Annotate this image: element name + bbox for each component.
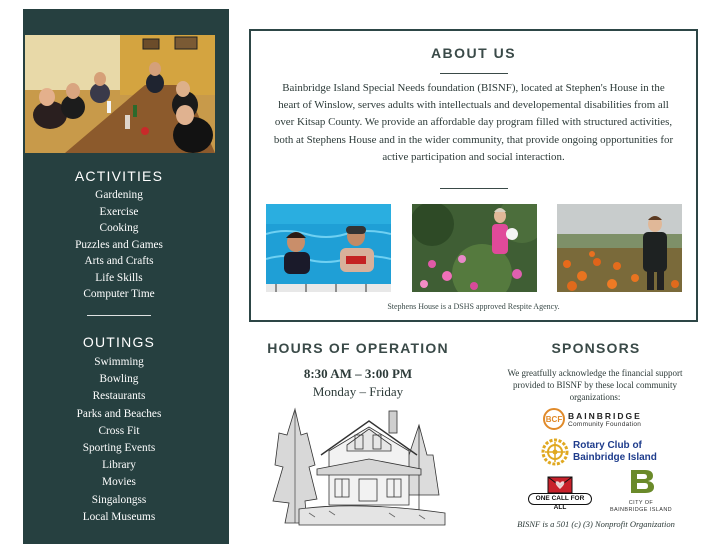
bainbridge-community-foundation-logo: [543, 408, 642, 430]
activities-list: [23, 187, 215, 303]
hours-days: Monday – Friday: [312, 384, 404, 399]
list-item: Bowling: [99, 373, 139, 386]
respite-note: Stephens House is a DSHS approved Respite Agency.: [387, 302, 560, 311]
rotary-club-logo: [541, 438, 657, 466]
list-item: Puzzles and Games: [75, 238, 163, 251]
divider: [440, 73, 508, 74]
list-item: Restaurants: [92, 390, 146, 403]
house-sketch-illustration: [269, 405, 446, 529]
city-line1: CITY OF: [628, 500, 654, 506]
divider: [440, 188, 508, 189]
bcf-name: BAINBRIDGE: [568, 410, 642, 421]
list-item: Exercise: [99, 205, 139, 218]
activities-heading: ACTIVITIES: [74, 168, 164, 184]
divider: [87, 315, 151, 316]
gardening-photo: [412, 204, 537, 292]
list-item: Gardening: [95, 189, 143, 201]
sponsors-heading: SPONSORS: [551, 340, 641, 356]
list-item: Movies: [102, 476, 136, 489]
list-item: Library: [102, 459, 136, 472]
city-b-mark-icon: [627, 468, 655, 494]
list-item: Singalongss: [91, 493, 147, 506]
list-item: Cooking: [99, 222, 139, 234]
hours-time: 8:30 AM – 3:00 PM: [303, 366, 413, 381]
bcf-subtitle: Community Foundation: [568, 420, 642, 428]
outings-heading: OUTINGS: [82, 334, 156, 350]
swimming-photo: [266, 204, 391, 292]
rotary-line1: Rotary Club of: [573, 440, 642, 451]
list-item: Cross Fit: [98, 424, 140, 437]
one-call-for-all-logo: [528, 473, 592, 509]
group-dinner-photo: [25, 35, 215, 153]
about-body: Bainbridge Island Special Needs foundation (BISNF), located at Stephen's House in the heart of Winslow, serves adults with intellectuals and developemental disabilities from all over Kitsap County. We provide an affordable day program filled with structured activities, both at Stephens House and in the wider community, that provide ongoing opportunities for active participation and social interaction.: [273, 82, 674, 163]
rotary-line2: Bainbridge Island: [573, 452, 657, 463]
city-of-bainbridge-logo: [608, 468, 674, 512]
sponsors-text: We greatfully acknowledge the financial support provided to BISNF by these local community organizations:: [507, 368, 683, 402]
one-call-label: ONE CALL FOR ALL: [528, 493, 592, 505]
pumpkin-patch-photo: [557, 204, 682, 292]
list-item: Local Museums: [82, 510, 156, 523]
city-line2: BAINBRIDGE ISLAND: [609, 507, 673, 513]
list-item: Swimming: [94, 356, 144, 368]
about-heading: ABOUT US: [430, 45, 517, 61]
list-item: Life Skills: [95, 271, 143, 284]
nonprofit-footer: BISNF is a 501 (c) (3) Nonprofit Organization: [517, 519, 675, 529]
about-box: [249, 29, 698, 322]
envelope-heart-icon: [528, 473, 592, 495]
bcf-badge-icon: BCF: [543, 408, 565, 430]
sidebar-panel: [23, 9, 229, 544]
outings-list: [23, 354, 215, 526]
list-item: Computer Time: [83, 288, 155, 300]
rotary-wheel-icon: [541, 438, 569, 466]
hours-heading: HOURS OF OPERATION: [267, 340, 449, 356]
list-item: Parks and Beaches: [76, 407, 162, 420]
list-item: Sporting Events: [82, 441, 156, 454]
list-item: Arts and Crafts: [84, 255, 154, 267]
